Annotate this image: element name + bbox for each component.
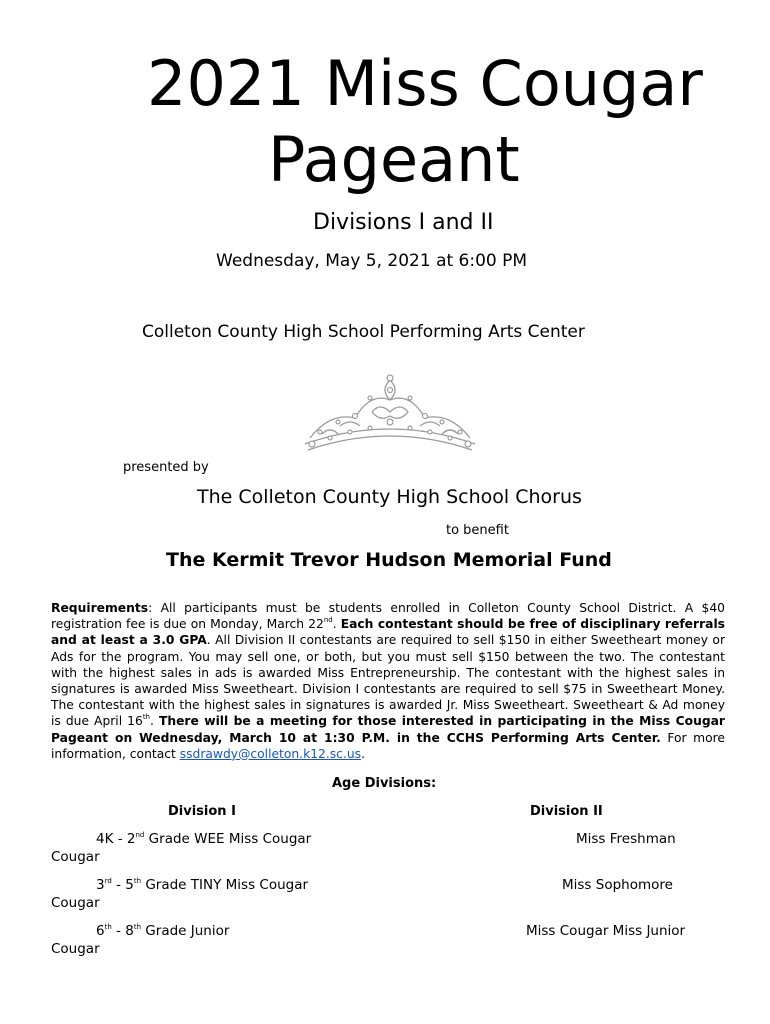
division-1-header: Division I (168, 804, 236, 819)
event-venue: Colleton County High School Performing Arts Center (142, 322, 585, 342)
req-text-5: For more information, contact (51, 730, 725, 761)
req-sup-2: th (142, 713, 150, 722)
req-sup-1: nd (323, 616, 333, 625)
title-line-2: Pageant (268, 123, 520, 196)
row2-text-c: Grade TINY Miss Cougar (141, 877, 309, 893)
divisions-subtitle: Divisions I and II (313, 210, 494, 235)
division-1-row-3-wrap: Cougar (51, 941, 100, 957)
division-1-row-3 (96, 923, 229, 939)
req-text-4: . (150, 714, 159, 729)
to-benefit: to benefit (446, 523, 509, 538)
row2-sup: rd (104, 876, 112, 885)
req-text-1: : All participants must be students enrolled in Colleton County School District. A $40 registration fee is due on Monday, March 22 (51, 601, 725, 632)
row3-text-c: Grade Junior (141, 923, 230, 939)
division-2-row-1: Miss Freshman (576, 831, 676, 847)
row3-text-b: - 8 (111, 923, 134, 939)
presented-by: presented by (123, 460, 209, 475)
row2-text-a: 3 (96, 877, 105, 893)
row2-sup-2: th (133, 876, 142, 885)
event-date: Wednesday, May 5, 2021 at 6:00 PM (216, 251, 528, 271)
age-divisions-heading: Age Divisions: (332, 776, 437, 791)
row2-text-b: - 5 (111, 877, 134, 893)
fund-name: The Kermit Trevor Hudson Memorial Fund (166, 549, 612, 571)
requirements-label: Requirements (51, 601, 149, 615)
requirements-paragraph (51, 600, 725, 762)
division-1-row-2 (96, 877, 308, 893)
row3-text-a: 6 (96, 923, 105, 939)
division-2-row-2: Miss Sophomore (562, 877, 673, 893)
division-2-header: Division II (530, 804, 603, 819)
presenter-name: The Colleton County High School Chorus (197, 486, 582, 508)
division-1-row-1-wrap: Cougar (51, 849, 100, 865)
contact-email-link[interactable]: ssdrawdy@colleton.k12.sc.us (179, 746, 362, 761)
req-bold-2: There will be a meeting for those interested in participating in the Miss Cougar Pageant on Wednesday, March 10 at 1:30 P.M. in the CCHS Performing Arts Center. (51, 714, 725, 745)
req-text-2: . (332, 617, 341, 632)
row1-sup: nd (135, 830, 145, 839)
division-1-row-2-wrap: Cougar (51, 895, 100, 911)
req-text-3: . All Division II contestants are required to sell $150 in either Sweetheart money or Ads for the program. You may sell one, or both, but you must sell $150 between the two. The contestant with the highest sales in ads is awarded Miss Entrepreneurship. The contestant with the highest sales in signatures is awarded Miss Sweetheart. Division I contestants are required to sell $75 in Sweetheart Money. The contestant with the highest sales in signatures is awarded Jr. Miss Sweetheart. Sweetheart & Ad money is due April 16 (51, 633, 726, 729)
title-line-1: 2021 Miss Cougar (147, 47, 703, 120)
row1-text-a: 4K - 2 (96, 831, 136, 847)
division-2-row-3: Miss Cougar Miss Junior (526, 923, 686, 939)
req-bold-1: Each contestant should be free of disciplinary referrals and at least a 3.0 GPA (51, 617, 725, 648)
req-text-6: . (361, 746, 365, 761)
tiara-icon (300, 372, 480, 462)
row1-text-b: Grade WEE Miss Cougar (144, 831, 312, 847)
row3-sup-2: th (133, 922, 142, 931)
division-1-row-1 (96, 831, 311, 847)
row3-sup: th (104, 922, 112, 931)
